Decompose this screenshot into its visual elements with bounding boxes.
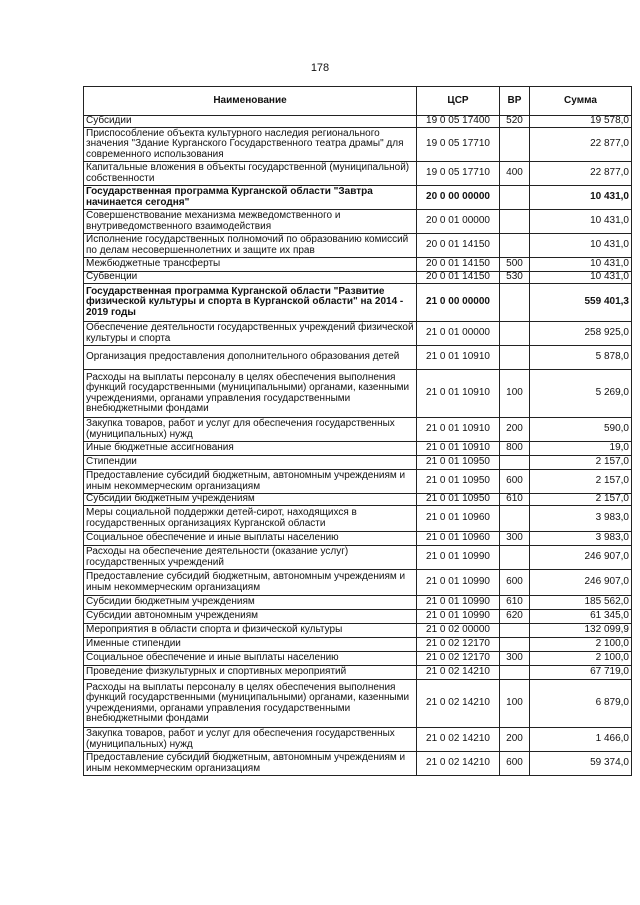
table-row xyxy=(84,370,632,418)
row-csr-cell: 21 0 01 10910 xyxy=(417,370,500,418)
row-csr-cell: 20 0 01 14150 xyxy=(417,258,500,272)
table-row xyxy=(84,470,632,494)
table-row xyxy=(84,728,632,752)
table-row xyxy=(84,546,632,570)
table-row xyxy=(84,116,632,128)
row-sum-cell: 132 099,9 xyxy=(530,624,632,638)
row-name-cell: Расходы на выплаты персоналу в целях обеспечения выполнения функций государственными (муниципальными) органами, казенными учреждениями, органами управления государственными внебюджетными фондами xyxy=(84,370,417,418)
row-name-cell: Субвенции xyxy=(84,272,417,284)
row-vr-cell: 620 xyxy=(500,610,530,624)
row-name-cell: Стипендии xyxy=(84,456,417,470)
row-csr-cell: 21 0 02 12170 xyxy=(417,638,500,652)
row-csr-cell: 20 0 01 00000 xyxy=(417,210,500,234)
row-csr-cell: 19 0 05 17400 xyxy=(417,116,500,128)
table-row xyxy=(84,532,632,546)
row-sum-cell: 10 431,0 xyxy=(530,234,632,258)
row-name-cell: Расходы на выплаты персоналу в целях обеспечения выполнения функций государственными (муниципальными) органами, казенными учреждениями, органами управления государственными внебюджетными фондами xyxy=(84,680,417,728)
row-name-cell: Субсидии бюджетным учреждениям xyxy=(84,494,417,506)
row-csr-cell: 21 0 01 10990 xyxy=(417,596,500,610)
table-row xyxy=(84,284,632,322)
row-sum-cell: 1 466,0 xyxy=(530,728,632,752)
budget-table xyxy=(83,86,632,776)
page-number: 178 xyxy=(310,62,330,74)
row-name-cell: Субсидии бюджетным учреждениям xyxy=(84,596,417,610)
row-vr-cell xyxy=(500,234,530,258)
row-csr-cell: 21 0 02 12170 xyxy=(417,652,500,666)
row-sum-cell: 2 157,0 xyxy=(530,456,632,470)
row-vr-cell xyxy=(500,346,530,370)
row-vr-cell: 400 xyxy=(500,162,530,186)
row-name-cell: Организация предоставления дополнительного образования детей xyxy=(84,346,417,370)
row-name-cell: Проведение физкультурных и спортивных мероприятий xyxy=(84,666,417,680)
row-sum-cell: 10 431,0 xyxy=(530,186,632,210)
table-body xyxy=(84,116,632,776)
row-sum-cell: 2 157,0 xyxy=(530,494,632,506)
table-row xyxy=(84,162,632,186)
row-csr-cell: 21 0 01 10950 xyxy=(417,470,500,494)
row-csr-cell: 20 0 01 14150 xyxy=(417,234,500,258)
row-sum-cell: 258 925,0 xyxy=(530,322,632,346)
table-row xyxy=(84,418,632,442)
row-vr-cell xyxy=(500,284,530,322)
row-sum-cell: 5 269,0 xyxy=(530,370,632,418)
row-vr-cell xyxy=(500,666,530,680)
row-sum-cell: 5 878,0 xyxy=(530,346,632,370)
table-row xyxy=(84,506,632,532)
row-csr-cell: 21 0 02 14210 xyxy=(417,666,500,680)
row-sum-cell: 19,0 xyxy=(530,442,632,456)
row-vr-cell xyxy=(500,456,530,470)
table-row xyxy=(84,234,632,258)
row-sum-cell: 10 431,0 xyxy=(530,272,632,284)
row-csr-cell: 21 0 02 14210 xyxy=(417,752,500,776)
row-name-cell: Иные бюджетные ассигнования xyxy=(84,442,417,456)
row-vr-cell xyxy=(500,322,530,346)
row-sum-cell: 19 578,0 xyxy=(530,116,632,128)
table-row xyxy=(84,322,632,346)
row-name-cell: Предоставление субсидий бюджетным, автономным учреждениям и иным некоммерческим организациям xyxy=(84,570,417,596)
row-name-cell: Социальное обеспечение и иные выплаты населению xyxy=(84,532,417,546)
row-csr-cell: 20 0 01 14150 xyxy=(417,272,500,284)
row-name-cell: Субсидии автономным учреждениям xyxy=(84,610,417,624)
column-header-vr: ВР xyxy=(500,87,530,116)
table-row xyxy=(84,442,632,456)
row-sum-cell: 590,0 xyxy=(530,418,632,442)
row-sum-cell: 22 877,0 xyxy=(530,162,632,186)
row-name-cell: Расходы на обеспечение деятельности (оказание услуг) государственных учреждений xyxy=(84,546,417,570)
row-vr-cell xyxy=(500,638,530,652)
row-csr-cell: 21 0 01 10910 xyxy=(417,442,500,456)
row-csr-cell: 21 0 01 10910 xyxy=(417,418,500,442)
row-csr-cell: 21 0 01 10910 xyxy=(417,346,500,370)
row-sum-cell: 2 100,0 xyxy=(530,652,632,666)
row-sum-cell: 67 719,0 xyxy=(530,666,632,680)
row-sum-cell: 22 877,0 xyxy=(530,128,632,162)
row-sum-cell: 61 345,0 xyxy=(530,610,632,624)
row-name-cell: Закупка товаров, работ и услуг для обеспечения государственных (муниципальных) нужд xyxy=(84,728,417,752)
table-header-row xyxy=(84,87,632,116)
row-sum-cell: 2 100,0 xyxy=(530,638,632,652)
row-name-cell: Государственная программа Курганской области "Развитие физической культуры и спорта в Курганской области" на 2014 - 2019 годы xyxy=(84,284,417,322)
table-row xyxy=(84,272,632,284)
row-sum-cell: 185 562,0 xyxy=(530,596,632,610)
row-csr-cell: 21 0 01 10990 xyxy=(417,546,500,570)
row-csr-cell: 21 0 01 10960 xyxy=(417,532,500,546)
table-row xyxy=(84,186,632,210)
row-csr-cell: 21 0 02 14210 xyxy=(417,728,500,752)
row-name-cell: Мероприятия в области спорта и физической культуры xyxy=(84,624,417,638)
row-vr-cell: 530 xyxy=(500,272,530,284)
row-vr-cell: 500 xyxy=(500,258,530,272)
row-csr-cell: 21 0 01 00000 xyxy=(417,322,500,346)
row-name-cell: Государственная программа Курганской области "Завтра начинается сегодня" xyxy=(84,186,417,210)
table-row xyxy=(84,666,632,680)
table-row xyxy=(84,494,632,506)
row-vr-cell xyxy=(500,186,530,210)
row-vr-cell: 300 xyxy=(500,532,530,546)
row-csr-cell: 19 0 05 17710 xyxy=(417,162,500,186)
row-csr-cell: 21 0 01 10990 xyxy=(417,570,500,596)
row-csr-cell: 21 0 01 10960 xyxy=(417,506,500,532)
row-csr-cell: 21 0 01 10990 xyxy=(417,610,500,624)
table-row xyxy=(84,570,632,596)
row-sum-cell: 246 907,0 xyxy=(530,546,632,570)
row-sum-cell: 10 431,0 xyxy=(530,210,632,234)
row-csr-cell: 21 0 02 00000 xyxy=(417,624,500,638)
row-sum-cell: 3 983,0 xyxy=(530,506,632,532)
row-sum-cell: 6 879,0 xyxy=(530,680,632,728)
row-name-cell: Социальное обеспечение и иные выплаты населению xyxy=(84,652,417,666)
table-row xyxy=(84,456,632,470)
table-row xyxy=(84,680,632,728)
column-header-csr: ЦСР xyxy=(417,87,500,116)
row-sum-cell: 2 157,0 xyxy=(530,470,632,494)
row-csr-cell: 19 0 05 17710 xyxy=(417,128,500,162)
table-row xyxy=(84,596,632,610)
table-row xyxy=(84,610,632,624)
row-csr-cell: 21 0 01 10950 xyxy=(417,456,500,470)
column-header-sum: Сумма xyxy=(530,87,632,116)
row-name-cell: Субсидии xyxy=(84,116,417,128)
row-vr-cell: 200 xyxy=(500,728,530,752)
row-vr-cell: 520 xyxy=(500,116,530,128)
row-vr-cell xyxy=(500,210,530,234)
row-name-cell: Меры социальной поддержки детей-сирот, находящихся в государственных организациях Курганской области xyxy=(84,506,417,532)
table-row xyxy=(84,346,632,370)
row-csr-cell: 20 0 00 00000 xyxy=(417,186,500,210)
table-row xyxy=(84,652,632,666)
row-name-cell: Закупка товаров, работ и услуг для обеспечения государственных (муниципальных) нужд xyxy=(84,418,417,442)
row-name-cell: Обеспечение деятельности государственных учреждений физической культуры и спорта xyxy=(84,322,417,346)
row-sum-cell: 10 431,0 xyxy=(530,258,632,272)
row-sum-cell: 246 907,0 xyxy=(530,570,632,596)
row-name-cell: Именные стипендии xyxy=(84,638,417,652)
row-vr-cell: 600 xyxy=(500,570,530,596)
table-row xyxy=(84,258,632,272)
table-row xyxy=(84,638,632,652)
row-csr-cell: 21 0 01 10950 xyxy=(417,494,500,506)
row-name-cell: Предоставление субсидий бюджетным, автономным учреждениям и иным некоммерческим организациям xyxy=(84,470,417,494)
row-vr-cell: 600 xyxy=(500,752,530,776)
table-row xyxy=(84,752,632,776)
row-name-cell: Совершенствование механизма межведомственного и внутриведомственного взаимодействия xyxy=(84,210,417,234)
row-name-cell: Предоставление субсидий бюджетным, автономным учреждениям и иным некоммерческим организациям xyxy=(84,752,417,776)
row-csr-cell: 21 0 00 00000 xyxy=(417,284,500,322)
row-name-cell: Исполнение государственных полномочий по образованию комиссий по делам несовершеннолетних и защите их прав xyxy=(84,234,417,258)
row-csr-cell: 21 0 02 14210 xyxy=(417,680,500,728)
row-vr-cell xyxy=(500,624,530,638)
table-row xyxy=(84,128,632,162)
row-name-cell: Межбюджетные трансферты xyxy=(84,258,417,272)
table-row xyxy=(84,210,632,234)
row-vr-cell xyxy=(500,506,530,532)
row-vr-cell: 100 xyxy=(500,680,530,728)
row-vr-cell: 600 xyxy=(500,470,530,494)
row-vr-cell: 200 xyxy=(500,418,530,442)
row-vr-cell: 100 xyxy=(500,370,530,418)
row-sum-cell: 59 374,0 xyxy=(530,752,632,776)
row-vr-cell: 610 xyxy=(500,596,530,610)
row-vr-cell: 300 xyxy=(500,652,530,666)
row-vr-cell xyxy=(500,128,530,162)
row-vr-cell: 610 xyxy=(500,494,530,506)
row-sum-cell: 3 983,0 xyxy=(530,532,632,546)
row-vr-cell xyxy=(500,546,530,570)
row-name-cell: Приспособление объекта культурного наследия регионального значения "Здание Курганского Государственного театра драмы" для современного использования xyxy=(84,128,417,162)
row-sum-cell: 559 401,3 xyxy=(530,284,632,322)
column-header-name: Наименование xyxy=(84,87,417,116)
row-name-cell: Капитальные вложения в объекты государственной (муниципальной) собственности xyxy=(84,162,417,186)
row-vr-cell: 800 xyxy=(500,442,530,456)
table-row xyxy=(84,624,632,638)
